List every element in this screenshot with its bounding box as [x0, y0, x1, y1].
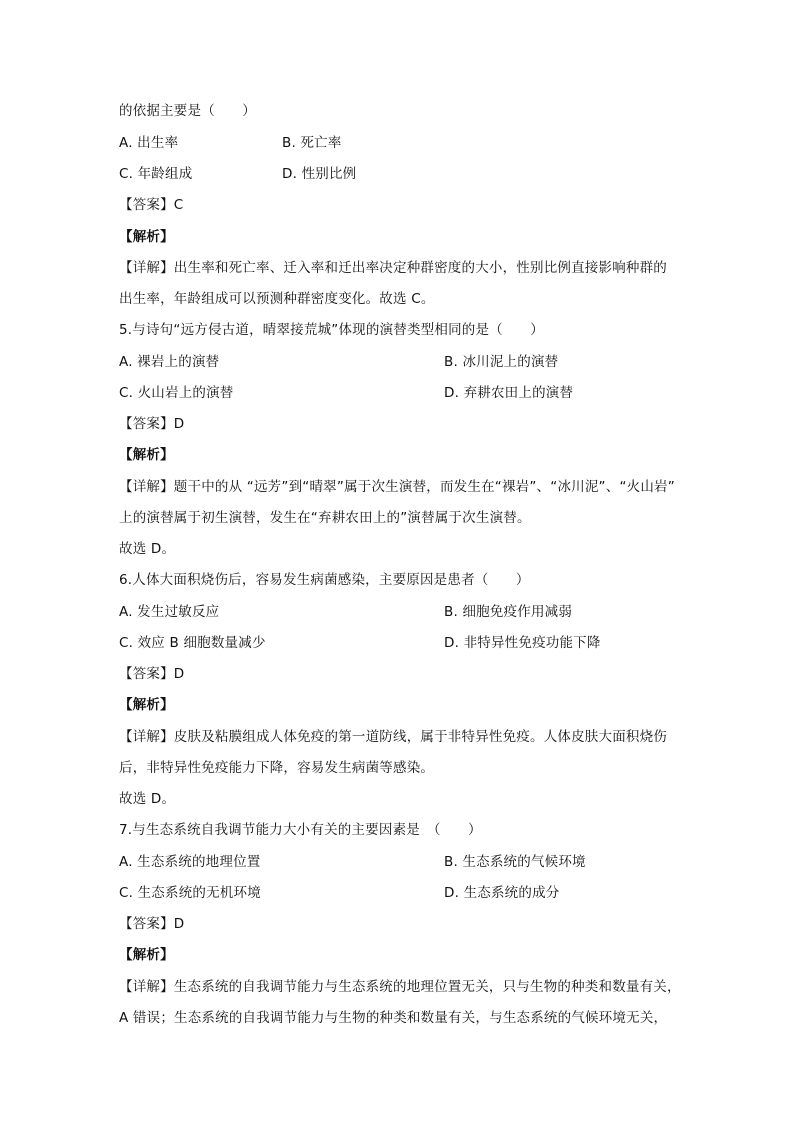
- q5-option-d: D. 弃耕农田上的演替: [444, 385, 574, 401]
- q5-option-b: B. 冰川泥上的演替: [444, 354, 559, 370]
- q5-option-a: A. 裸岩上的演替: [119, 354, 220, 370]
- q5-explanation: 【详解】题干中的从 “远芳”到“晴翠”属于次生演替，而发生在“裸岩”、“冰川泥”、“火山岩”: [119, 479, 675, 495]
- q5-conclusion: 故选 D。: [119, 541, 176, 557]
- q4-explanation: 【详解】出生率和死亡率、迁入率和迁出率决定种群密度的大小，性别比例直接影响种群的: [119, 260, 667, 276]
- q7-option-a: A. 生态系统的地理位置: [119, 854, 261, 870]
- q4-option-d: D. 性别比例: [282, 166, 357, 182]
- q7-explanation-cont: A 错误；生态系统的自我调节能力与生物的种类和数量有关，与生态系统的气候环境无关，: [119, 1010, 668, 1026]
- q6-option-a: A. 发生过敏反应: [119, 604, 220, 620]
- q5-answer: 【答案】D: [119, 416, 185, 432]
- q7-answer: 【答案】D: [119, 916, 185, 932]
- q6-option-d: D. 非特异性免疫功能下降: [444, 635, 601, 651]
- q7-option-b: B. 生态系统的气候环境: [444, 854, 586, 870]
- q7-explanation: 【详解】生态系统的自我调节能力与生态系统的地理位置无关，只与生物的种类和数量有关，: [119, 979, 681, 995]
- q5-option-c: C. 火山岩上的演替: [119, 385, 234, 401]
- q6-explanation-cont: 后，非特异性免疫能力下降，容易发生病菌等感染。: [119, 760, 435, 776]
- q7-analysis-heading: 【解析】: [119, 947, 174, 963]
- q4-explanation-cont: 出生率，年龄组成可以预测种群密度变化。故选 C。: [119, 291, 435, 307]
- q7-stem: 7.与生态系统自我调节能力大小有关的主要因素是 （ ）: [119, 822, 482, 838]
- q6-conclusion: 故选 D。: [119, 791, 176, 807]
- q4-analysis-heading: 【解析】: [119, 229, 174, 245]
- q4-option-c: C. 年龄组成: [119, 166, 193, 182]
- q4-answer: 【答案】C: [119, 197, 184, 213]
- q6-option-c: C. 效应 B 细胞数量减少: [119, 635, 266, 651]
- q6-explanation: 【详解】皮肤及粘膜组成人体免疫的第一道防线，属于非特异性免疫。人体皮肤大面积烧伤: [119, 729, 667, 745]
- q5-stem: 5.与诗句“远方侵古道，晴翠接荒城”体现的演替类型相同的是（ ）: [119, 322, 544, 338]
- q4-option-a: A. 出生率: [119, 135, 179, 151]
- q6-option-b: B. 细胞免疫作用减弱: [444, 604, 573, 620]
- q6-answer: 【答案】D: [119, 666, 185, 682]
- q6-stem: 6.人体大面积烧伤后，容易发生病菌感染，主要原因是患者（ ）: [119, 572, 530, 588]
- q7-option-c: C. 生态系统的无机环境: [119, 885, 261, 901]
- q5-explanation-cont: 上的演替属于初生演替，发生在“弃耕农田上的”演替属于次生演替。: [119, 510, 531, 526]
- q6-analysis-heading: 【解析】: [119, 697, 174, 713]
- q4-option-b: B. 死亡率: [282, 135, 342, 151]
- q5-analysis-heading: 【解析】: [119, 447, 174, 463]
- question-stem-continuation: 的依据主要是（ ）: [119, 103, 256, 119]
- q7-option-d: D. 生态系统的成分: [444, 885, 560, 901]
